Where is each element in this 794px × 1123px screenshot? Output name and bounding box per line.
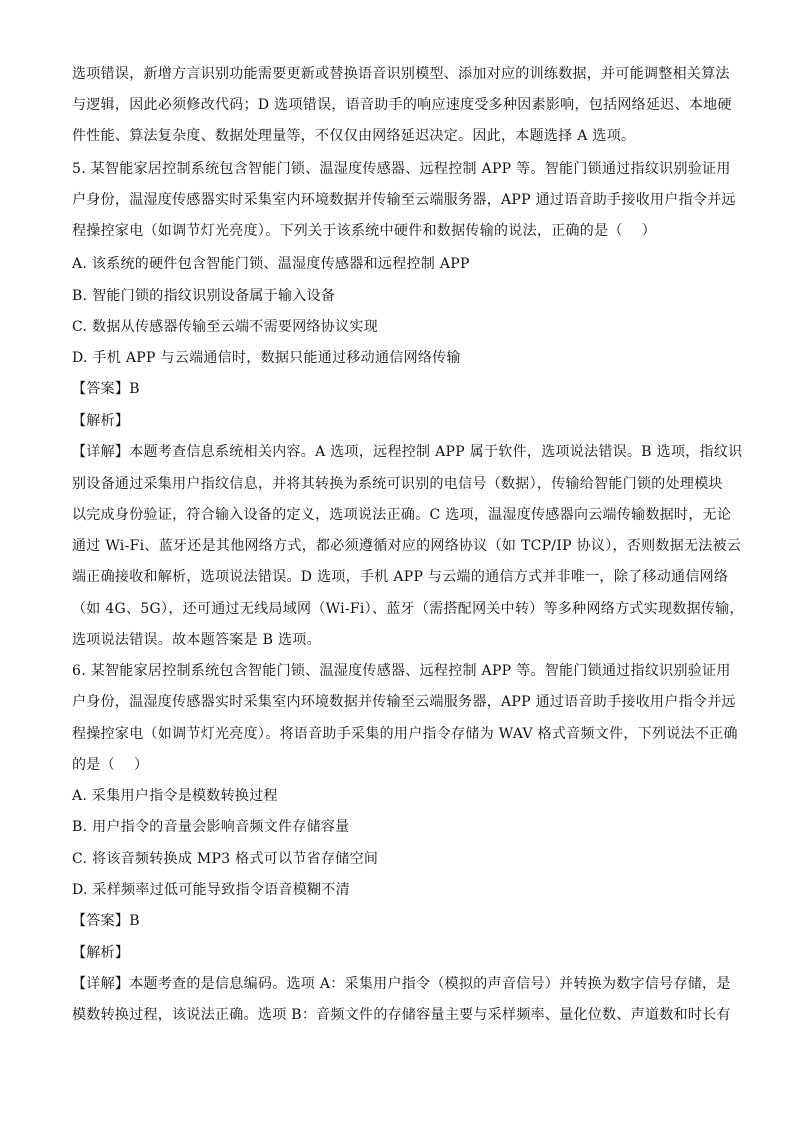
question-6-stem: 户身份，温湿度传感器实时采集室内环境数据并传输至云端服务器，APP 通过语音助手接收用户指令并远 (72, 694, 736, 710)
question-6-option-b: B. 用户指令的音量会影响音频文件存储容量 (72, 819, 350, 835)
question-5-explanation: （如 4G、5G），还可通过无线局域网（Wi-Fi）、蓝牙（需搭配网关中转）等多种网络方式实现数据传输， (72, 601, 744, 617)
question-6-analysis-heading: 【解析】 (72, 945, 130, 961)
question-6-explanation: 【详解】本题考查的是信息编码。选项 A：采集用户指令（模拟的声音信号）并转换为数字信号存储，是 (72, 976, 731, 992)
question-6-stem: 程操控家电（如调节灯光亮度）。将语音助手采集的用户指令存储为 WAV 格式音频文件，下列说法不正确 (72, 726, 738, 742)
question-5-explanation: 通过 Wi-Fi、蓝牙还是其他网络方式，都必须遵循对应的网络协议（如 TCP/IP 协议），否则数据无法被云 (72, 538, 742, 554)
question-5-answer: 【答案】B (72, 381, 140, 397)
question-5-explanation: 以完成身份验证，符合输入设备的定义，选项说法正确。C 选项，温湿度传感器向云端传输数据时，无论 (72, 507, 732, 523)
question-5-option-b: B. 智能门锁的指纹识别设备属于输入设备 (72, 288, 336, 304)
question-5-option-d: D. 手机 APP 与云端通信时，数据只能通过移动通信网络传输 (72, 350, 461, 366)
question-6-explanation: 模数转换过程，该说法正确。选项 B：音频文件的存储容量主要与采样频率、量化位数、声道数和时长有 (72, 1007, 731, 1023)
question-6-option-a: A. 采集用户指令是模数转换过程 (72, 788, 278, 804)
question-5-explanation: 选项说法错误。故本题答案是 B 选项。 (72, 632, 321, 648)
question-5-stem: 程操控家电（如调节灯光亮度）。下列关于该系统中硬件和数据传输的说法，正确的是（ ） (72, 223, 657, 239)
text-line: 选项错误，新增方言识别功能需要更新或替换语音识别模型、添加对应的训练数据，并可能调整相关算法 (72, 66, 730, 82)
question-5-explanation: 【详解】本题考查信息系统相关内容。A 选项，远程控制 APP 属于软件，选项说法错误。B 选项，指纹识 (72, 444, 743, 460)
question-5-option-c: C. 数据从传感器传输至云端不需要网络协议实现 (72, 319, 379, 335)
question-5-stem: 5. 某智能家居控制系统包含智能门锁、温湿度传感器、远程控制 APP 等。智能门锁通过指纹识别验证用 (72, 161, 731, 177)
text-line: 件性能、算法复杂度、数据处理量等，不仅仅由网络延迟决定。因此，本题选择 A 选项。 (72, 128, 636, 144)
question-5-explanation: 端正确接收和解析，选项说法错误。D 选项，手机 APP 与云端的通信方式并非唯一，除了移动通信网络 (72, 569, 729, 585)
question-5-explanation: 别设备通过采集用户指纹信息，并将其转换为系统可识别的电信号（数据），传输给智能门锁的处理模块 (72, 476, 723, 492)
question-6-stem: 的是（ ） (72, 757, 149, 773)
question-6-stem: 6. 某智能家居控制系统包含智能门锁、温湿度传感器、远程控制 APP 等。智能门锁通过指纹识别验证用 (72, 663, 731, 679)
question-6-option-c: C. 将该音频转换成 MP3 格式可以节省存储空间 (72, 851, 379, 867)
question-5-stem: 户身份，温湿度传感器实时采集室内环境数据并传输至云端服务器，APP 通过语音助手接收用户指令并远 (72, 192, 736, 208)
text-line: 与逻辑，因此必须修改代码；D 选项错误，语音助手的响应速度受多种因素影响，包括网络延迟、本地硬 (72, 97, 732, 113)
question-6-answer: 【答案】B (72, 913, 140, 929)
question-6-option-d: D. 采样频率过低可能导致指令语音模糊不清 (72, 882, 350, 898)
question-5-option-a: A. 该系统的硬件包含智能门锁、温湿度传感器和远程控制 APP (72, 256, 470, 272)
question-5-analysis-heading: 【解析】 (72, 413, 130, 429)
